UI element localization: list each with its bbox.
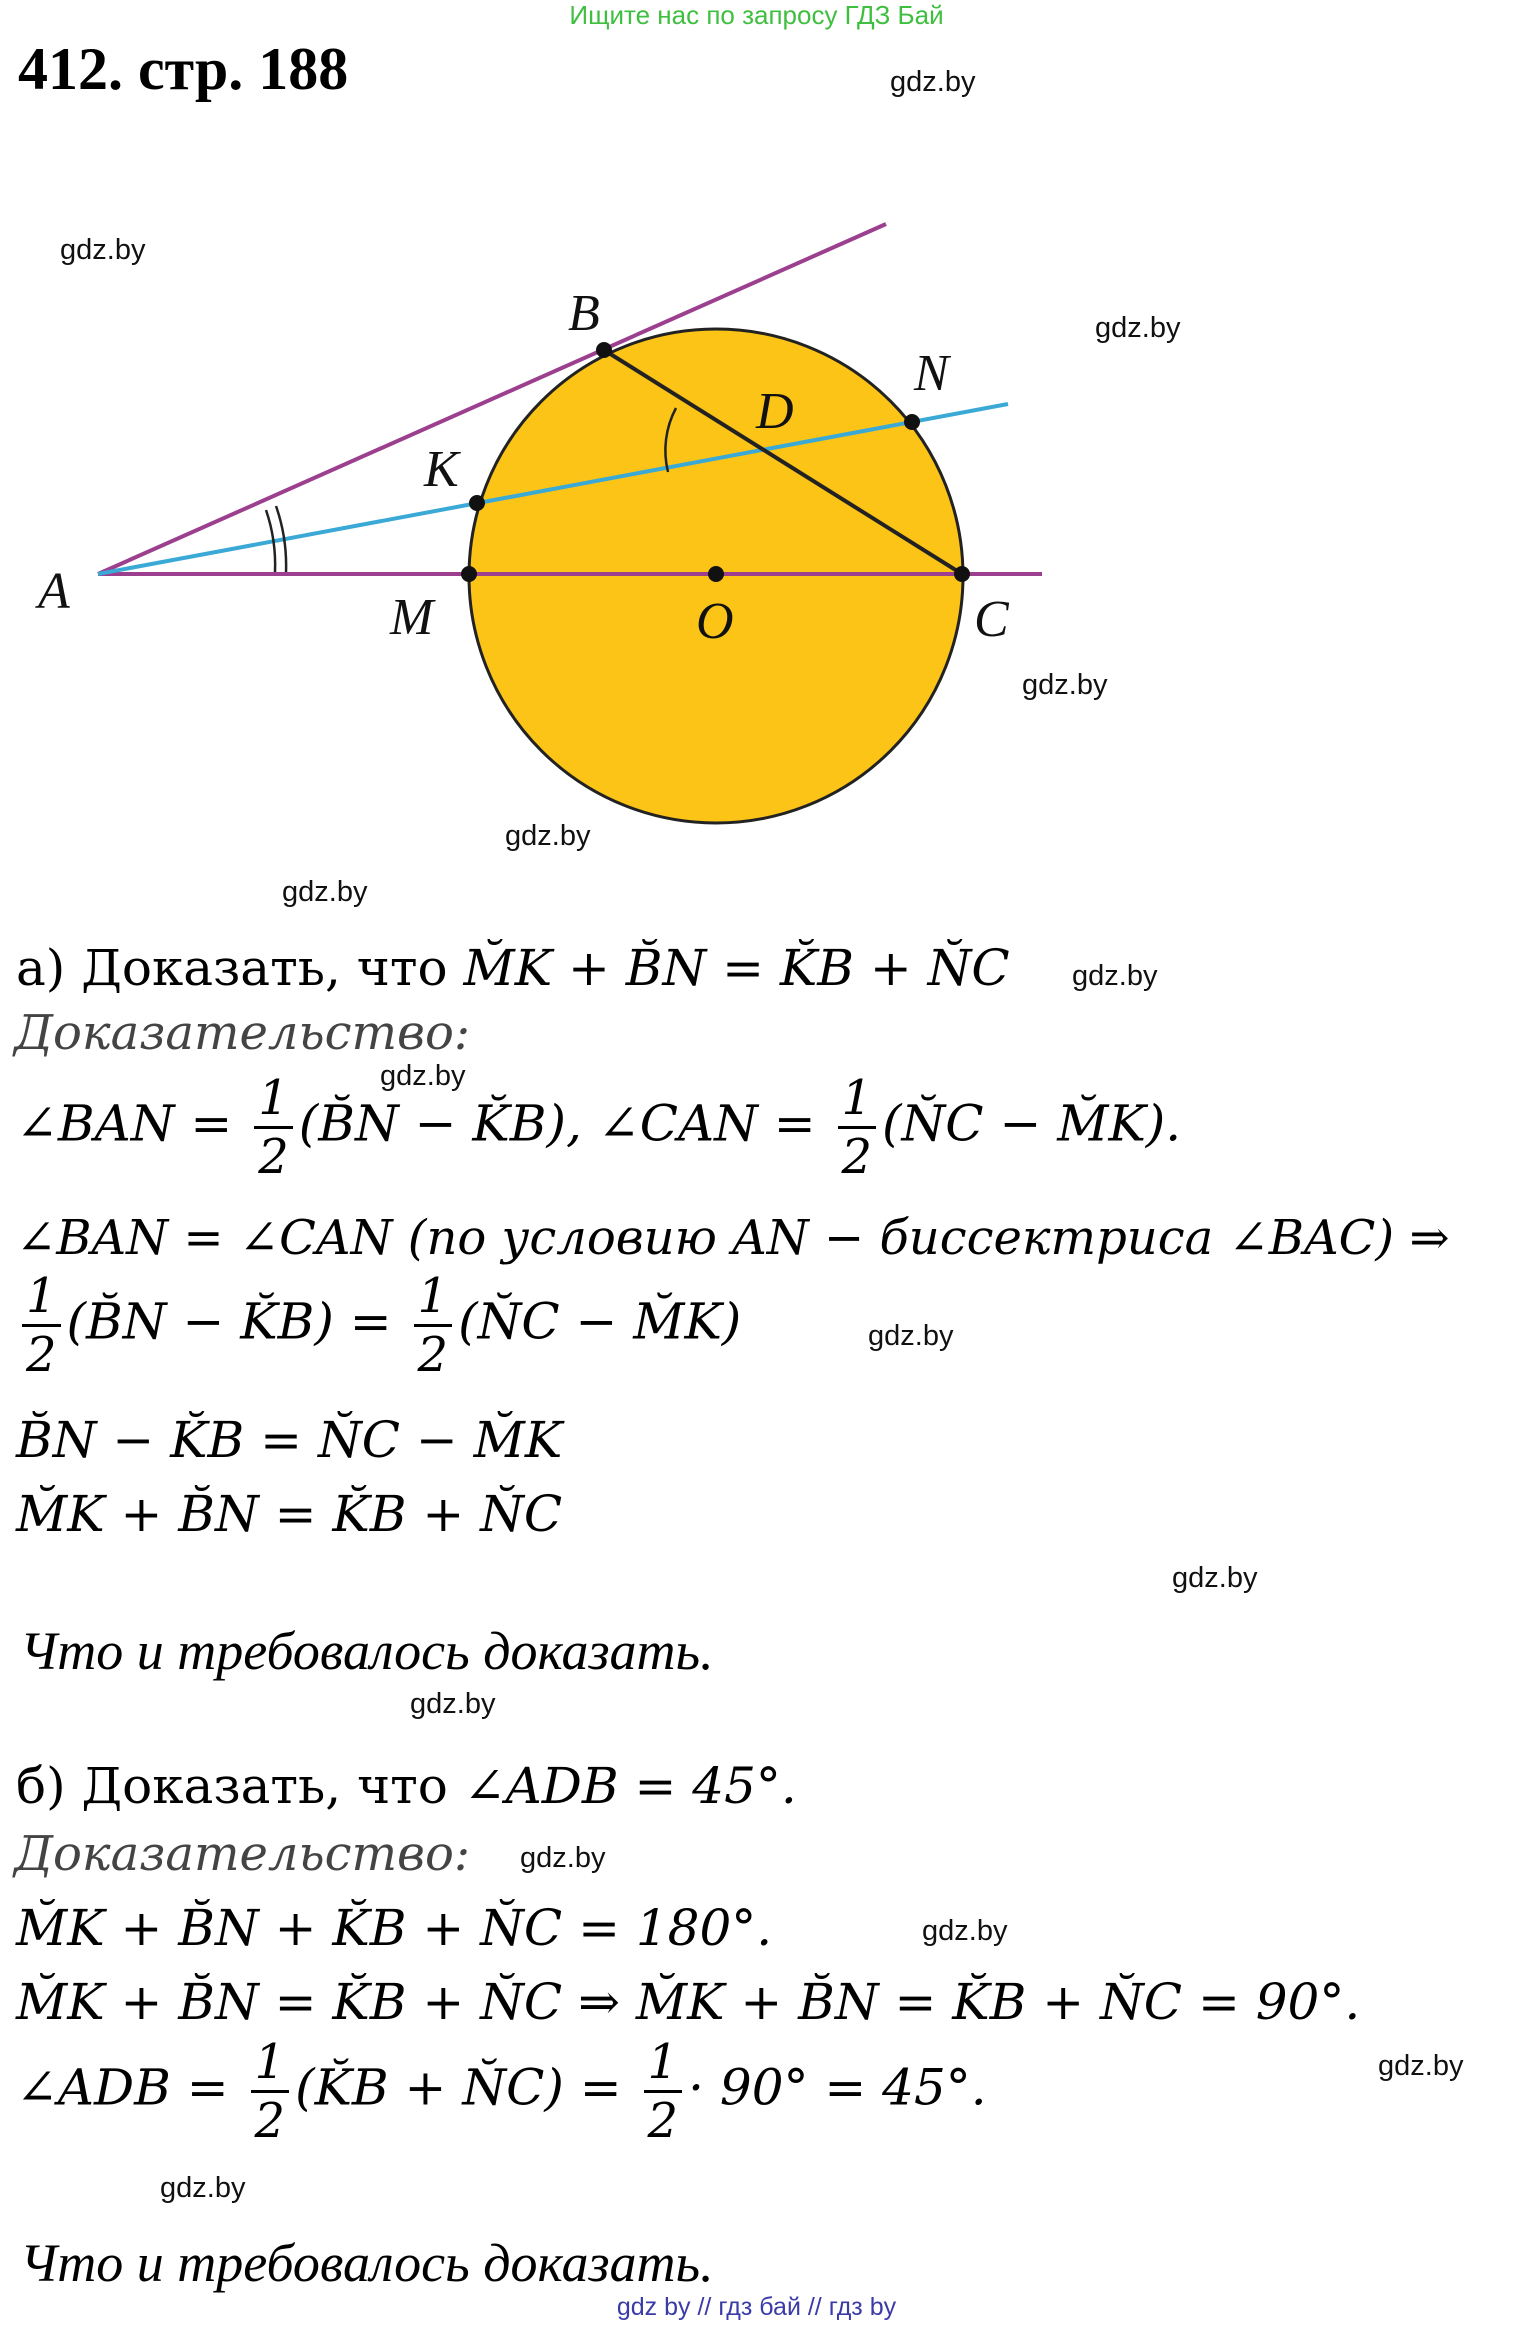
point-m: [461, 566, 477, 582]
watermark: gdz.by: [890, 66, 976, 98]
watermark: gdz.by: [1095, 312, 1181, 344]
part-b-line-2: M̆K + B̆N = K̆B + N̆C ⇒ M̆K + B̆N = K̆B + N̆C = 90°.: [16, 1973, 1361, 2031]
watermark: gdz.by: [922, 1915, 1008, 1947]
fraction-half: $\frac{1}{2}$: [838, 1074, 877, 1181]
part-b-line-1: M̆K + B̆N + K̆B + N̆C = 180°.: [16, 1899, 773, 1957]
label-c: C: [974, 591, 1009, 648]
fraction-half: $\frac{1}{2}$: [22, 1272, 61, 1379]
header-note: Ищите нас по запросу ГДЗ Бай: [569, 0, 944, 30]
part-b-proof-label: Доказательство:: [14, 1826, 471, 1882]
label-d: D: [756, 383, 794, 440]
fraction-half: $\frac{1}{2}$: [254, 1074, 293, 1181]
watermark: gdz.by: [60, 234, 146, 266]
label-o: O: [696, 593, 734, 650]
part-a-statement: а) Доказать, что M̆K + B̆N = K̆B + N̆C: [16, 939, 1010, 997]
part-a-line-2: ∠BAN = ∠CAN (по условию AN − биссектриса ∠BAC) ⇒: [16, 1210, 1450, 1266]
page-title: 412. стр. 188: [18, 36, 349, 102]
watermark: gdz.by: [868, 1320, 954, 1352]
label-m: M: [390, 589, 434, 646]
point-o: [708, 566, 724, 582]
label-a: A: [38, 563, 70, 620]
part-a-line-1: ∠BAN = $\frac{1}{2}$ (B̆N − K̆B), ∠CAN = $\frac{1}{2}$ (N̆C − M̆K).: [16, 1070, 1182, 1185]
geometry-figure: [0, 200, 1513, 840]
fraction-half: $\frac{1}{2}$: [414, 1272, 453, 1379]
label-b: B: [568, 285, 600, 342]
footer-note: gdz by // гдз бай // гдз by: [616, 2293, 897, 2321]
part-b-conclusion: Что и требовалось доказать.: [20, 2233, 714, 2293]
watermark: gdz.by: [1172, 1562, 1258, 1594]
point-k: [469, 495, 485, 511]
watermark: gdz.by: [282, 876, 368, 908]
part-b-line-3: ∠ADB = $\frac{1}{2}$ (K̆B + N̆C) = $\frac{1}{2}$ · 90° = 45°.: [16, 2034, 987, 2149]
watermark: gdz.by: [505, 820, 591, 852]
part-a-line-4: B̆N − K̆B = N̆C − M̆K: [16, 1411, 563, 1469]
part-a-conclusion: Что и требовалось доказать.: [20, 1621, 714, 1681]
watermark: gdz.by: [160, 2172, 246, 2204]
part-a-line-5: M̆K + B̆N = K̆B + N̆C: [16, 1485, 563, 1543]
part-a-proof-label: Доказательство:: [14, 1005, 471, 1061]
part-a-line-3: $\frac{1}{2}$ (B̆N − K̆B) = $\frac{1}{2}$ (N̆C − M̆K): [16, 1272, 741, 1379]
watermark: gdz.by: [380, 1060, 466, 1092]
fraction-half: $\frac{1}{2}$: [644, 2038, 683, 2145]
part-b-statement: б) Доказать, что ∠ADB = 45°.: [16, 1757, 797, 1815]
fraction-half: $\frac{1}{2}$: [251, 2038, 290, 2145]
point-n: [904, 414, 920, 430]
watermark: gdz.by: [410, 1688, 496, 1720]
watermark: gdz.by: [1378, 2050, 1464, 2082]
watermark: gdz.by: [1022, 669, 1108, 701]
label-n: N: [914, 345, 949, 402]
point-b: [596, 342, 612, 358]
watermark: gdz.by: [520, 1842, 606, 1874]
watermark: gdz.by: [1072, 960, 1158, 992]
label-k: K: [424, 441, 459, 498]
point-c: [954, 566, 970, 582]
